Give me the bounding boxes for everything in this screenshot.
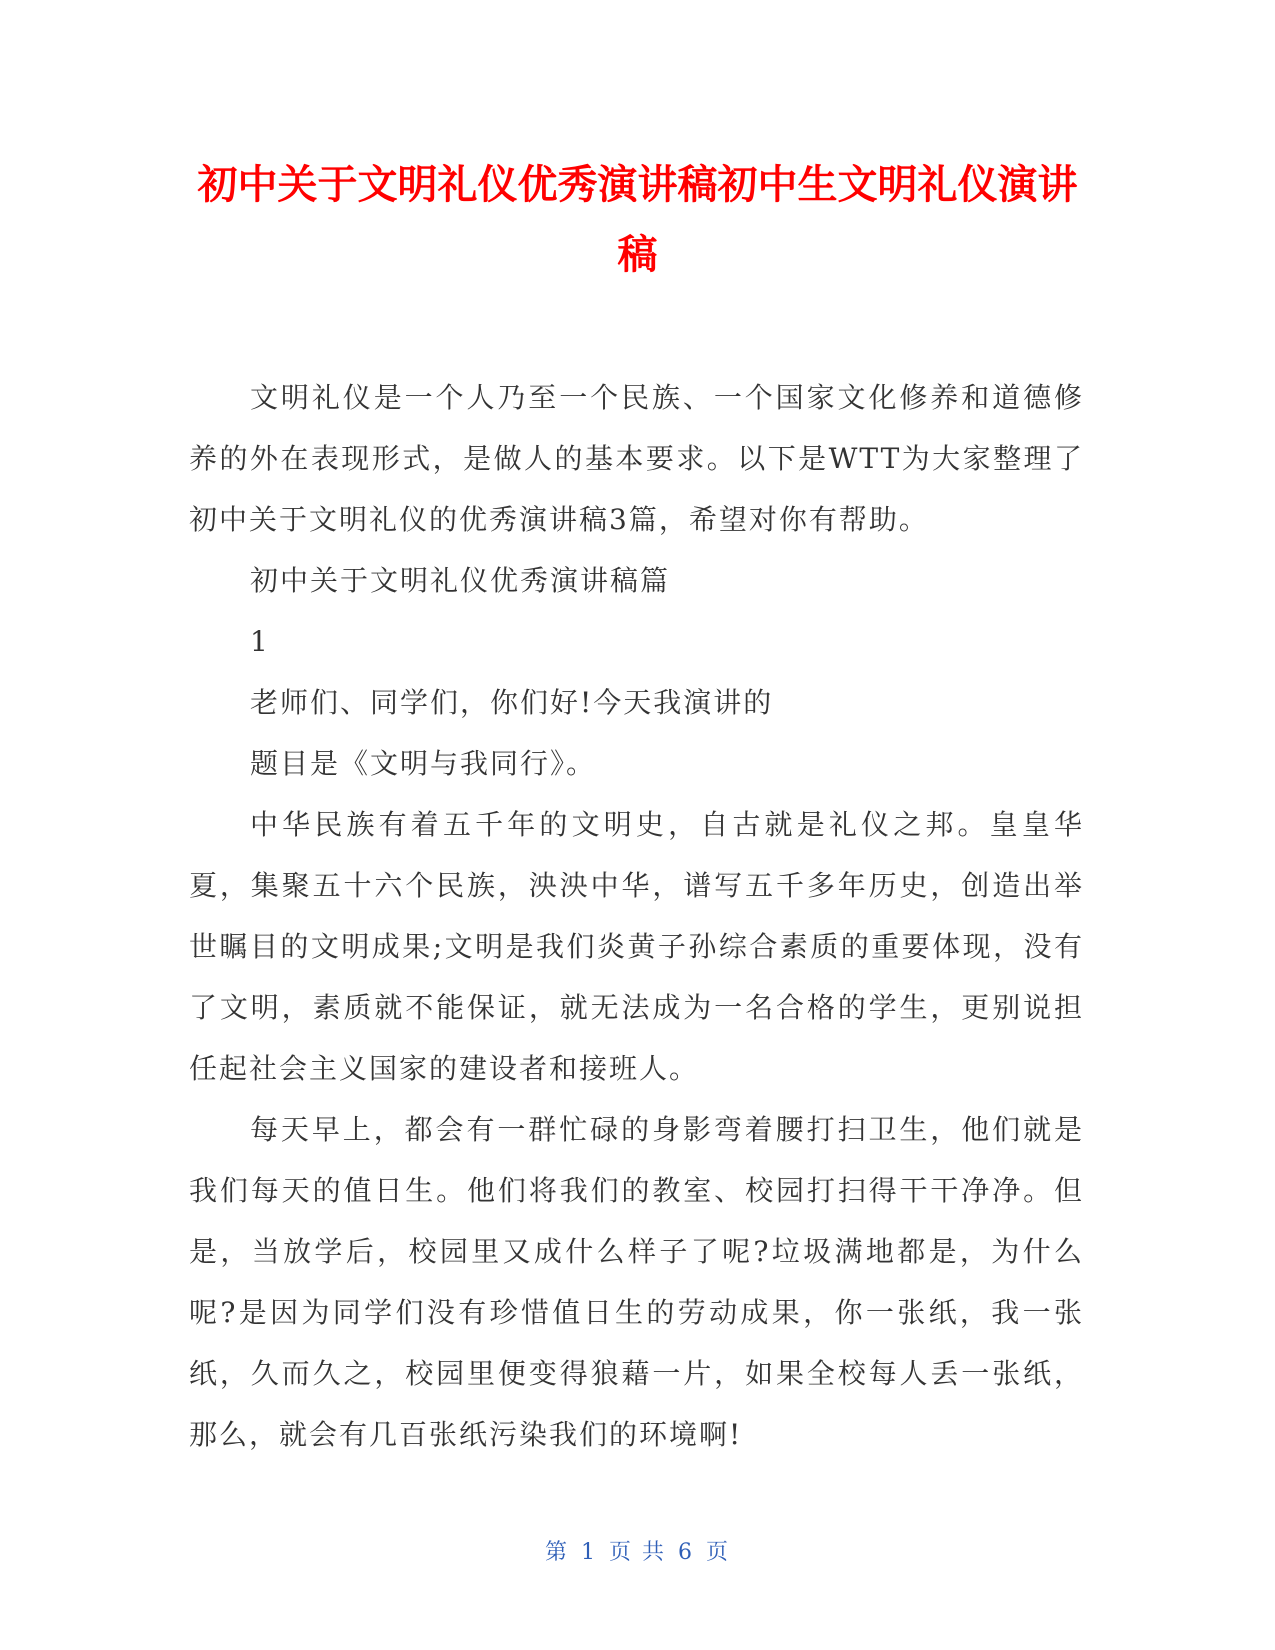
paragraph-topic: 题目是《文明与我同行》。 bbox=[250, 747, 597, 780]
footer-total-pages: 6 bbox=[678, 1540, 694, 1565]
paragraph-section-heading: 初中关于文明礼仪优秀演讲稿篇 bbox=[250, 564, 671, 597]
page-footer bbox=[0, 1535, 1275, 1566]
footer-prefix: 第 bbox=[544, 1540, 569, 1565]
document-body bbox=[189, 367, 1084, 1465]
footer-mid: 页 共 bbox=[609, 1540, 666, 1565]
footer-suffix: 页 bbox=[706, 1540, 731, 1565]
footer-current-page: 1 bbox=[581, 1540, 597, 1565]
paragraph-duty-students: 每天早上，都会有一群忙碌的身影弯着腰打扫卫生，他们就是我们每天的值日生。他们将我们的教室、校园打扫得干干净净。但是，当放学后，校园里又成什么样子了呢?垃圾满地都是，为什么呢?是因为同学们没有珍惜值日生的劳动成果，你一张纸，我一张纸，久而久之，校园里便变得狼藉一片，如果全校每人丢一张纸，那么，就会有几百张纸污染我们的环境啊! bbox=[189, 1113, 1084, 1451]
paragraph-greeting: 老师们、同学们，你们好!今天我演讲的 bbox=[250, 686, 774, 719]
paragraph-intro: 文明礼仪是一个人乃至一个民族、一个国家文化修养和道德修养的外在表现形式，是做人的基本要求。以下是WTT为大家整理了初中关于文明礼仪的优秀演讲稿3篇，希望对你有帮助。 bbox=[189, 381, 1084, 536]
paragraph-section-number: 1 bbox=[250, 625, 270, 658]
document-title: 初中关于文明礼仪优秀演讲稿初中生文明礼仪演讲稿 bbox=[197, 162, 1078, 278]
paragraph-history: 中华民族有着五千年的文明史，自古就是礼仪之邦。皇皇华夏，集聚五十六个民族，泱泱中华，谱写五千多年历史，创造出举世瞩目的文明成果;文明是我们炎黄子孙综合素质的重要体现，没有了文明，素质就不能保证，就无法成为一名合格的学生，更别说担任起社会主义国家的建设者和接班人。 bbox=[189, 808, 1084, 1085]
